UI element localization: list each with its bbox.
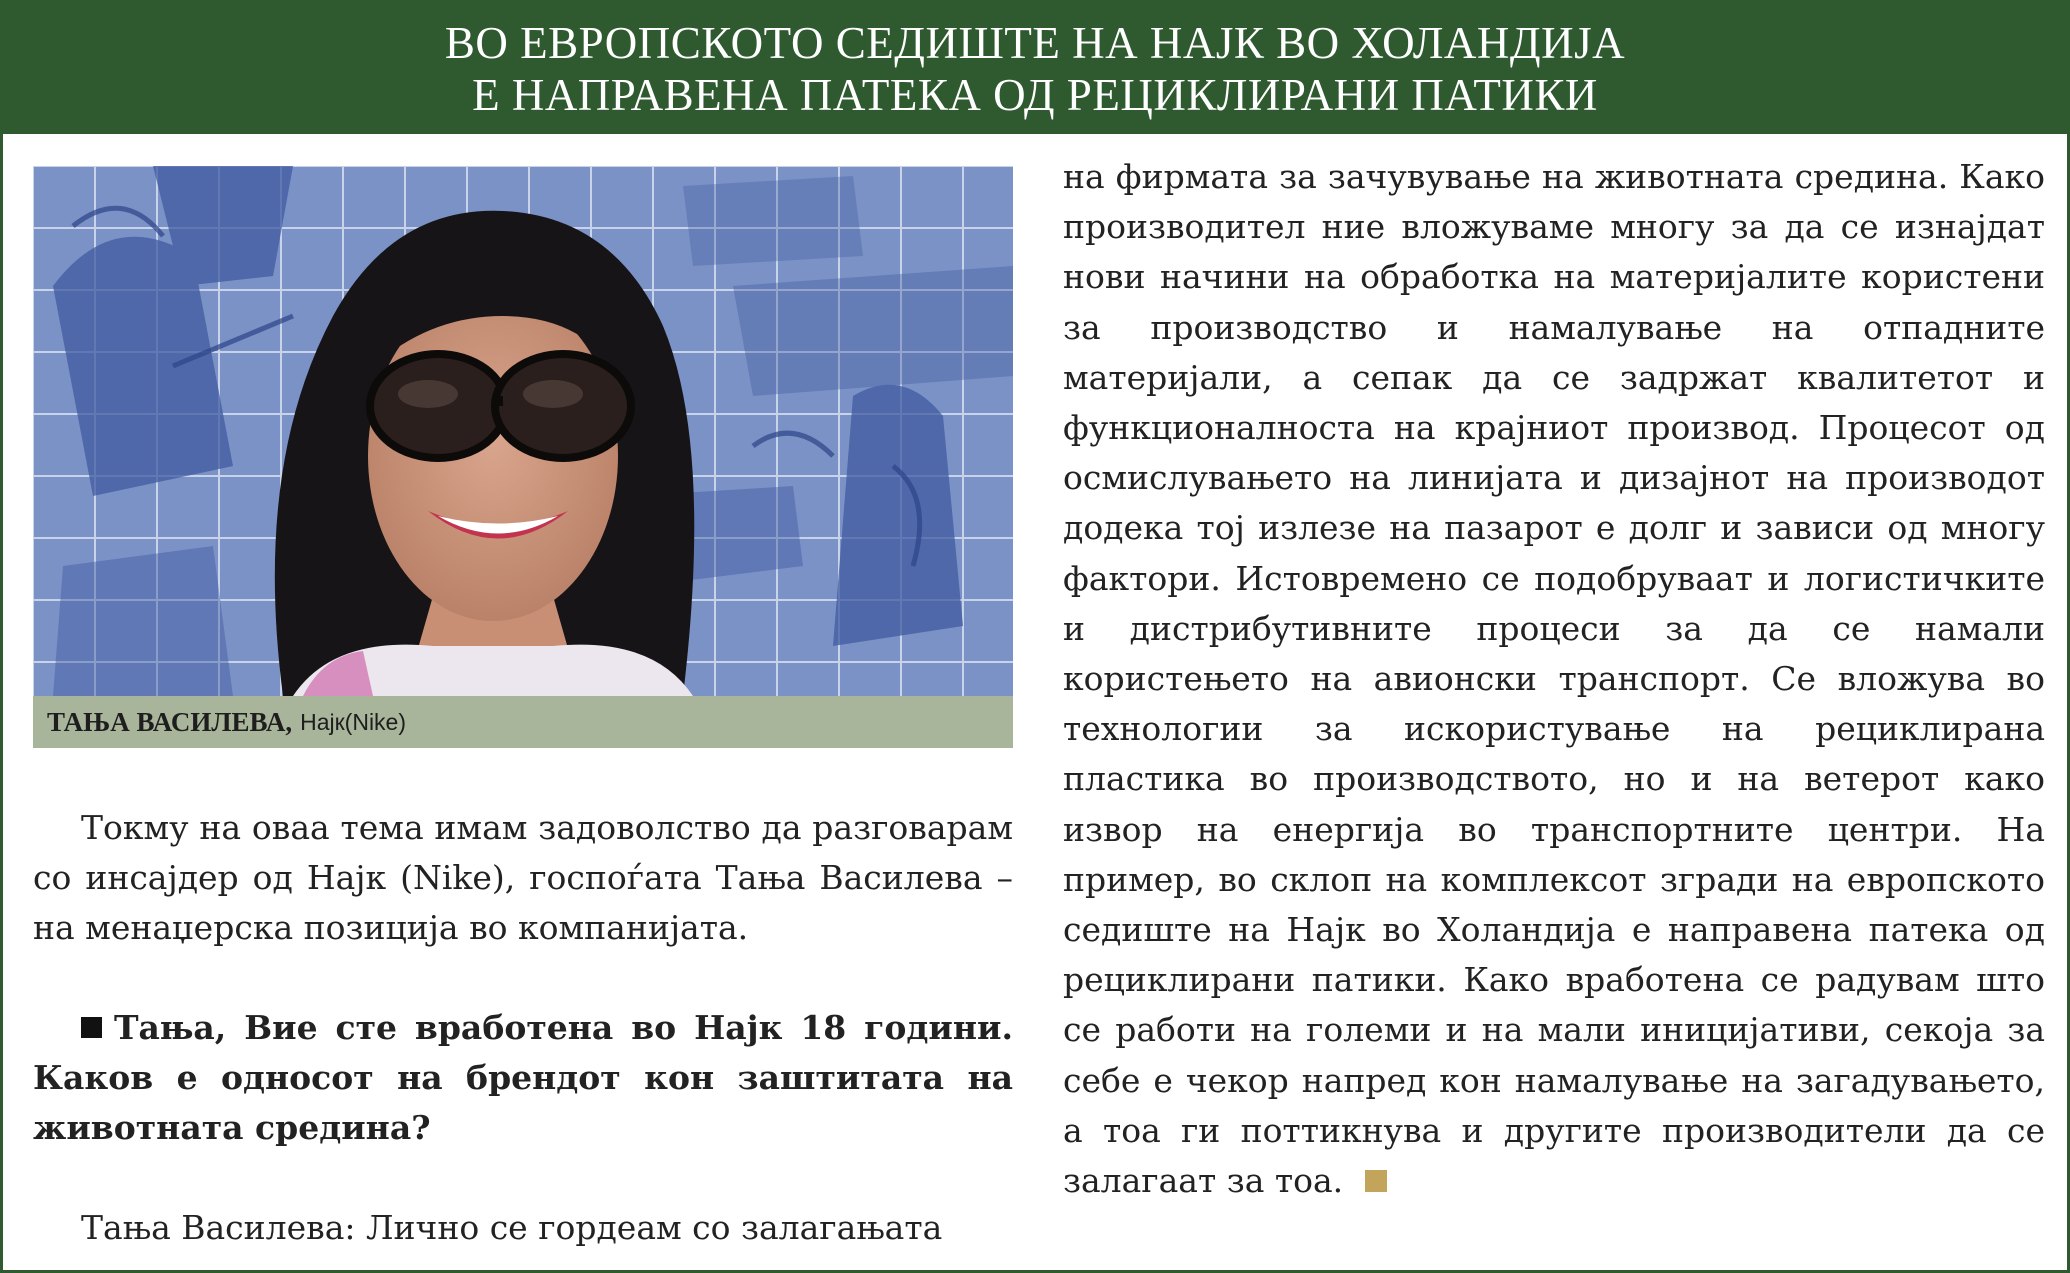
answer-start: Тања Василева: Лично се гордеам со залагањата bbox=[81, 1208, 943, 1247]
answer-continuation bbox=[1063, 152, 2045, 1206]
portrait-photo bbox=[33, 166, 1013, 696]
portrait-illustration bbox=[33, 166, 1013, 696]
question-square-icon bbox=[81, 1017, 102, 1038]
left-column bbox=[33, 803, 1013, 1253]
answer-text: на фирмата за зачувување на животната средина. Како производител ние вложуваме многу за да се изнајдат нови начини на обработка на материјалите користени за производство и намалување на отпадните материјали, а сепак да се задржат квалитетот и функционалноста на крајниот производ. Процесот од осмислувањето на линијата и дизајнот на производот додека тој излезе на пазарот е долг и зависи од многу фактори. Истовремено се подобруваат и логистичките и дистрибутивните процеси за да се намали користењето на авионски транспорт. Се вложува во технологии за искористување на рециклирана пластика во производството, но и на ветерот како извор на енергија во транспортните центри. На пример, во склоп на комплексот згради на европското седиште на Најк во Холандија е направена патека од рециклирани патики. Како вработена се радувам што се работи на големи и на мали иницијативи, секоја за себе е чекор напред кон намалување на загадувањето, а тоа ги поттикнува и другите производители да се залагаат за тоа. bbox=[1063, 157, 2045, 1201]
end-square-icon bbox=[1365, 1170, 1387, 1192]
headline-line-1: ВО ЕВРОПСКОТО СЕДИШТЕ НА НАЈК ВО ХОЛАНДИЈА bbox=[444, 17, 1626, 68]
headline-line-2: Е НАПРАВЕНА ПАТЕКА ОД РЕЦИКЛИРАНИ ПАТИКИ bbox=[472, 69, 1598, 120]
photo-caption bbox=[33, 696, 1013, 748]
headline-banner bbox=[3, 3, 2067, 134]
caption-name: ТАЊА ВАСИЛЕВА, bbox=[47, 706, 293, 737]
question-text: Тања, Вие сте вработена во Најк 18 години. Каков е односот на брендот кон заштитата на животната средина? bbox=[33, 1008, 1013, 1147]
right-column bbox=[1063, 152, 2045, 1206]
caption-role: Најк(Nike) bbox=[300, 708, 407, 735]
intro-paragraph: Токму на оваа тема имам задоволство да разговарам со инсајдер од Најк (Nike), госпоѓата Тања Василева – на менаџерска позиција во компанијата. bbox=[33, 808, 1013, 947]
interview-question bbox=[33, 1003, 1013, 1153]
